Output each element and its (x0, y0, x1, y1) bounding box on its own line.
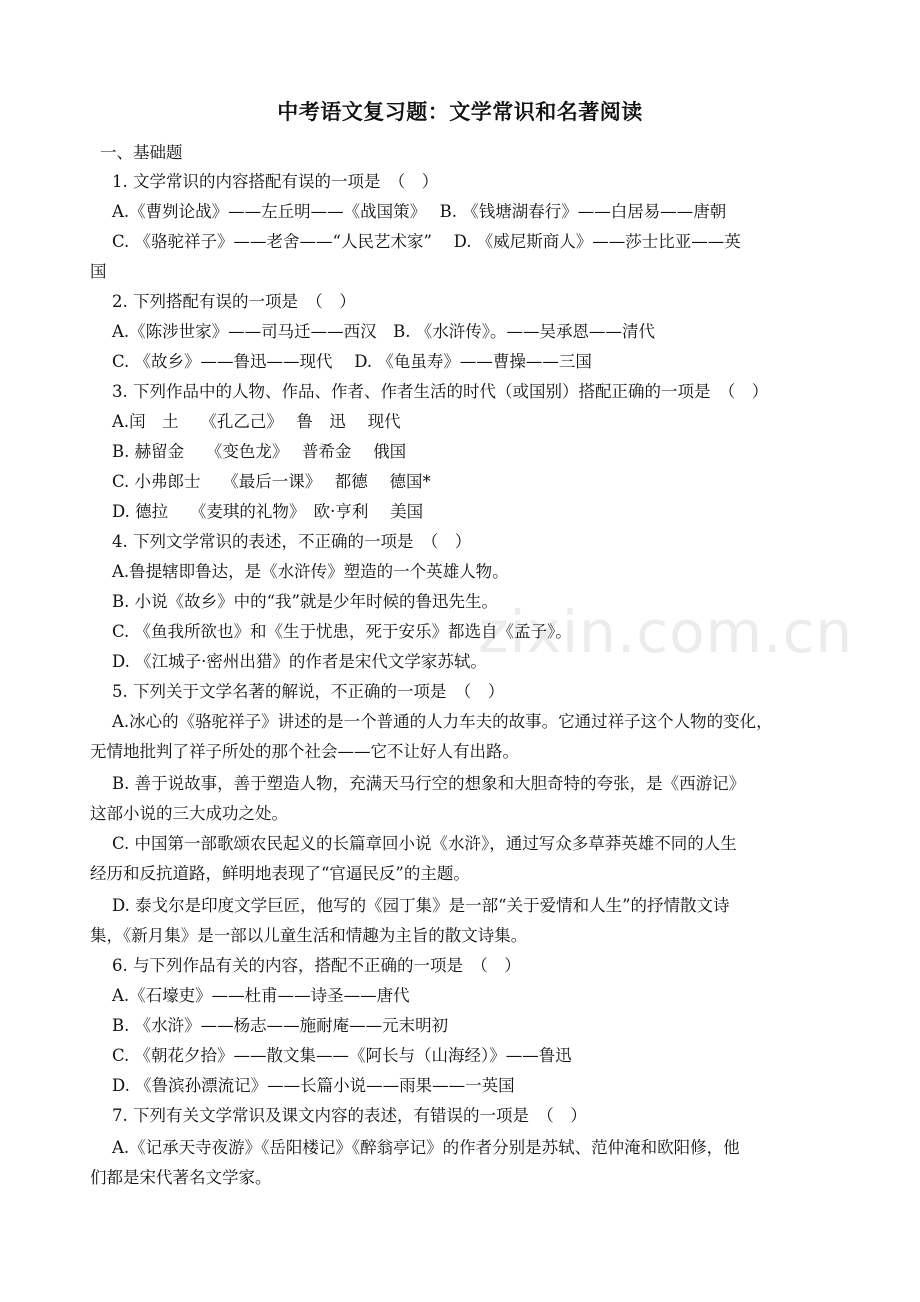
question-5-option-b: B. 善于说故事，善于塑造人物，充满天马行空的想象和大胆奇特的夸张，是《西游记》 (112, 774, 746, 793)
section-heading: 一、基础题 (100, 143, 183, 162)
question-4-option-b: B. 小说《故乡》中的“我”就是少年时候的鲁迅先生。 (112, 592, 498, 611)
question-4-option-a: A.鲁提辖即鲁达，是《水浒传》塑造的一个英雄人物。 (112, 562, 509, 581)
question-5-option-d-cont: 集，《新月集》是一部以儿童生活和情趣为主旨的散文诗集。 (90, 926, 528, 945)
question-5: 5. 下列关于文学名著的解说，不正确的一项是 （ ） (112, 682, 505, 701)
question-2-options-cd: C. 《故乡》——鲁迅——现代 D. 《龟虽寿》——曹操——三国 (112, 352, 592, 371)
question-7-option-a-cont: 们都是宋代著名文学家。 (90, 1168, 272, 1187)
question-3-option-a: A.闰 土 《孔乙己》 鲁 迅 现代 (112, 412, 401, 431)
question-5-option-c-cont: 经历和反抗道路，鲜明地表现了“官逼民反”的主题。 (90, 864, 470, 883)
question-6-option-a: A.《石壕吏》——杜甫——诗圣——唐代 (112, 986, 410, 1005)
question-3-option-c: C. 小弗郎士 《最后一课》 都德 德国* (112, 472, 431, 491)
question-7-option-a: A.《记承天寺夜游》《岳阳楼记》《醉翁亭记》的作者分别是苏轼、范仲淹和欧阳修，他 (112, 1138, 740, 1157)
question-7: 7. 下列有关文学常识及课文内容的表述，有错误的一项是 （ ） (112, 1106, 587, 1125)
question-5-option-c: C. 中国第一部歌颂农民起义的长篇章回小说《水浒》，通过写众多草莽英雄不同的人生 (112, 834, 737, 853)
question-1-options-cd: C. 《骆驼祥子》——老舍——“人民艺术家” D. 《威尼斯商人》——莎士比亚——英 (112, 232, 741, 251)
question-6-option-c: C. 《朝花夕拾》——散文集——《阿长与（山海经）》——鲁迅 (112, 1046, 572, 1065)
question-1-options-ab: A.《曹刿论战》——左丘明——《战国策》 B. 《钱塘湖春行》——白居易——唐朝 (112, 202, 727, 221)
question-6: 6. 与下列作品有关的内容，搭配不正确的一项是 （ ） (112, 956, 521, 975)
question-1-options-cd-cont: 国 (90, 262, 107, 281)
question-2-options-ab: A.《陈涉世家》——司马迁——西汉 B. 《水浒传》。——吴承恩——清代 (112, 322, 656, 341)
question-2: 2. 下列搭配有误的一项是 （ ） (112, 292, 356, 311)
question-3-option-d: D. 德拉 《麦琪的礼物》 欧·亨利 美国 (112, 502, 424, 521)
question-4-option-c: C. 《鱼我所欲也》和《生于忧患，死于安乐》都选自《孟子》。 (112, 622, 572, 641)
question-5-option-a: A.冰心的《骆驼祥子》讲述的是一个普通的人力车夫的故事。它通过祥子这个人物的变化， (112, 712, 773, 731)
question-3-option-b: B. 赫留金 《变色龙》 普希金 俄国 (112, 442, 407, 461)
question-6-option-b: B. 《水浒》——杨志——施耐庵——元末明初 (112, 1016, 449, 1035)
question-6-option-d: D. 《鲁滨孙漂流记》——长篇小说——雨果——一英国 (112, 1076, 515, 1095)
question-4-option-d: D. 《江城子·密州出猎》的作者是宋代文学家苏轼。 (112, 652, 487, 671)
watermark: zixin.com.cn (478, 598, 854, 666)
question-3: 3. 下列作品中的人物、作品、作者、作者生活的时代（或国别）搭配正确的一项是 （ ） (112, 382, 769, 401)
question-5-option-d: D. 泰戈尔是印度文学巨匠，他写的《园丁集》是一部“关于爱情和人生”的抒情散文诗 (112, 896, 730, 915)
question-5-option-b-cont: 这部小说的三大成功之处。 (90, 804, 288, 823)
question-5-option-a-cont: 无情地批判了祥子所处的那个社会——它不让好人有出路。 (90, 742, 519, 761)
question-1: 1. 文学常识的内容搭配有误的一项是 （ ） (112, 172, 439, 191)
page-title: 中考语文复习题：文学常识和名著阅读 (277, 100, 643, 124)
question-4: 4. 下列文学常识的表述，不正确的一项是 （ ） (112, 532, 472, 551)
